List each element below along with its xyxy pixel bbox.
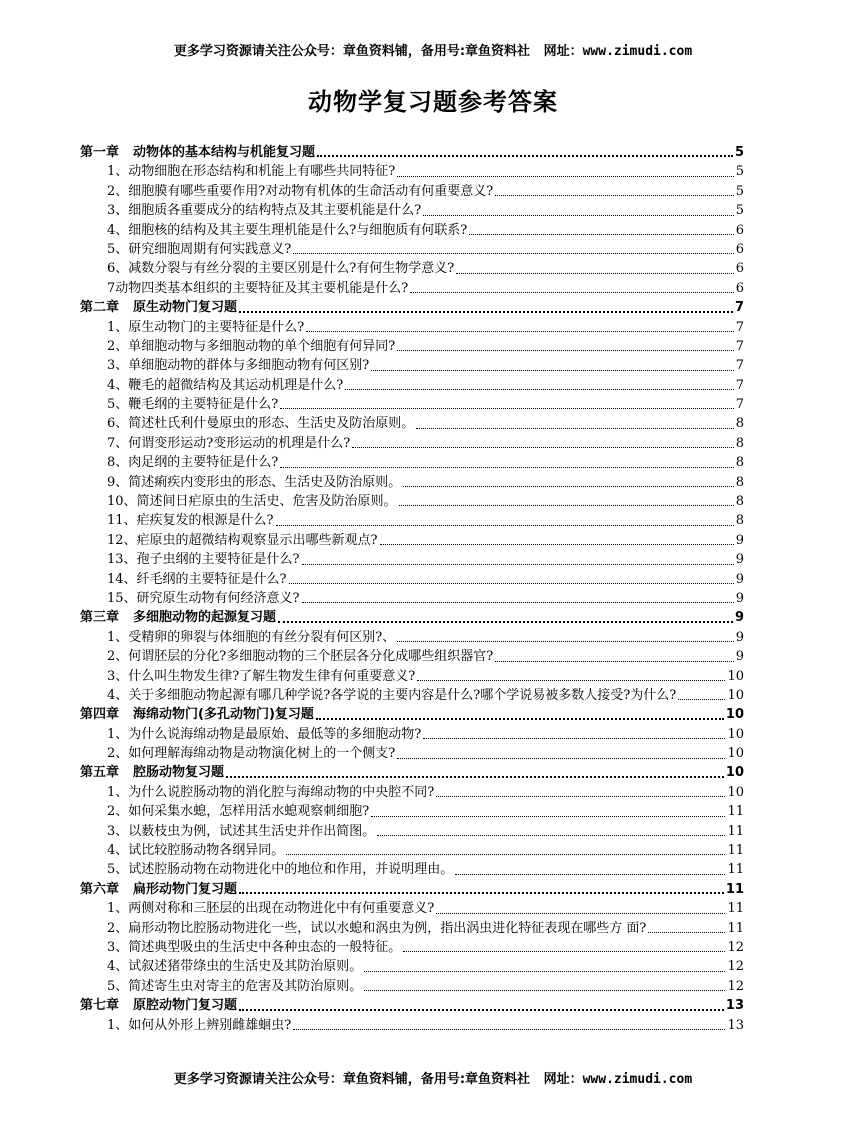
toc-page-number: 10 bbox=[727, 784, 744, 800]
toc-item-row[interactable] bbox=[80, 667, 744, 686]
toc-entry-title: 研究原生动物有何经济意义? bbox=[136, 590, 300, 606]
toc-item-row[interactable] bbox=[80, 376, 744, 395]
toc-item-row[interactable] bbox=[80, 473, 744, 492]
toc-page-number: 6 bbox=[735, 241, 744, 257]
toc-entry-title: 细胞膜有哪些重要作用?对动物有机体的生命活动有何重要意义? bbox=[128, 183, 494, 199]
toc-page-number: 11 bbox=[727, 804, 744, 820]
toc-entry-title: 鞭毛纲的主要特征是什么? bbox=[128, 397, 279, 413]
toc-entry-title: 简述杜氏利什曼原虫的形态、生活史及防治原则。 bbox=[128, 416, 415, 432]
toc-entry-title: 简述间日疟原虫的生活史、危害及防治原则。 bbox=[136, 494, 397, 510]
toc-item-row[interactable] bbox=[80, 899, 744, 918]
toc-entry-number: 2、 bbox=[107, 746, 129, 762]
toc-page-number: 5 bbox=[735, 203, 744, 219]
toc-entry-number: 12、 bbox=[107, 532, 137, 548]
toc-entry-number: 3、 bbox=[107, 203, 129, 219]
toc-entry-title: 减数分裂与有丝分裂的主要区别是什么?有何生物学意义? bbox=[128, 261, 455, 277]
dot-leader bbox=[345, 389, 733, 390]
toc-entry-title: 研究细胞周期有何实践意义? bbox=[128, 241, 292, 257]
dot-leader bbox=[306, 331, 733, 332]
dot-leader bbox=[456, 273, 733, 274]
header-banner bbox=[0, 40, 866, 59]
dot-leader bbox=[316, 718, 724, 720]
dot-leader bbox=[364, 971, 725, 972]
toc-item-row[interactable] bbox=[80, 356, 744, 375]
banner-text: 更多学习资源请关注公众号：章鱼资料铺，备用号:章鱼资料社 网址： bbox=[173, 44, 583, 59]
toc-page-number: 8 bbox=[735, 435, 744, 451]
toc-item-row[interactable] bbox=[80, 531, 744, 550]
toc-page-number: 8 bbox=[735, 416, 744, 432]
toc-entry-title: 动物细胞在形态结构和机能上有哪些共同特征? bbox=[128, 164, 396, 180]
toc-chapter-row[interactable] bbox=[80, 996, 744, 1015]
toc-entry-number: 5、 bbox=[107, 397, 129, 413]
banner-text: 更多学习资源请关注公众号：章鱼资料铺，备用号:章鱼资料社 网址： bbox=[173, 1072, 583, 1087]
toc-entry-title: 原生动物门复习题 bbox=[133, 300, 238, 316]
toc-entry-title: 两侧对称和三胚层的出现在动物进化中有何重要意义? bbox=[128, 901, 435, 917]
toc-page-number: 7 bbox=[735, 358, 744, 374]
toc-entry-number: 5、 bbox=[107, 862, 129, 878]
dot-leader bbox=[239, 311, 733, 313]
toc-entry-number: 8、 bbox=[107, 455, 129, 471]
toc-page-number: 6 bbox=[735, 222, 744, 238]
dot-leader bbox=[364, 990, 725, 991]
toc-page-number: 11 bbox=[727, 823, 744, 839]
dot-leader bbox=[417, 680, 725, 681]
toc-item-row[interactable] bbox=[80, 744, 744, 763]
dot-leader bbox=[380, 544, 734, 545]
toc-entry-title: 海绵动物门(多孔动物门)复习题 bbox=[133, 707, 314, 723]
dot-leader bbox=[352, 447, 733, 448]
toc-entry-number: 1、 bbox=[107, 726, 129, 742]
toc-item-row[interactable] bbox=[80, 550, 744, 569]
toc-entry-number: 1、 bbox=[107, 164, 129, 180]
toc-entry-number: 第一章 bbox=[80, 144, 120, 160]
toc-page-number: 12 bbox=[727, 978, 744, 994]
toc-page-number: 9 bbox=[735, 649, 744, 665]
toc-page-number: 7 bbox=[735, 377, 744, 393]
toc-page-number: 7 bbox=[735, 338, 744, 354]
toc-item-row[interactable] bbox=[80, 414, 744, 433]
dot-leader bbox=[403, 951, 725, 952]
toc-entry-number: 4、 bbox=[107, 377, 129, 393]
dot-leader bbox=[278, 621, 733, 623]
toc-entry-number: 6、 bbox=[107, 261, 129, 277]
toc-page-number: 8 bbox=[735, 455, 744, 471]
toc-entry-title: 孢子虫纲的主要特征是什么? bbox=[136, 552, 300, 568]
toc-item-row[interactable] bbox=[80, 492, 744, 511]
toc-page-number: 11 bbox=[727, 920, 744, 936]
dot-leader bbox=[371, 370, 733, 371]
toc-entry-number: 1、 bbox=[107, 784, 129, 800]
dot-leader bbox=[423, 215, 733, 216]
toc-entry-title: 纤毛纲的主要特征是什么? bbox=[136, 571, 287, 587]
toc-entry-number: 2、 bbox=[107, 920, 129, 936]
toc-chapter-row[interactable] bbox=[80, 705, 744, 724]
toc-entry-number: 7、 bbox=[107, 435, 129, 451]
toc-entry-title: 何谓胚层的分化?多细胞动物的三个胚层各分化成哪些组织器官? bbox=[128, 649, 494, 665]
toc-entry-title: 关于多细胞动物起源有哪几种学说?各学说的主要内容是什么?哪个学说易被多数人接受?为什么? bbox=[128, 687, 677, 703]
toc-entry-number: 3、 bbox=[107, 940, 129, 955]
toc-entry-number: 13、 bbox=[107, 552, 137, 568]
dot-leader bbox=[226, 776, 724, 778]
toc-item-row[interactable] bbox=[80, 977, 744, 996]
toc-page-number: 7 bbox=[735, 397, 744, 413]
dot-leader bbox=[239, 1009, 724, 1011]
toc-entry-title: 试比较腔肠动物各纲异同。 bbox=[128, 843, 285, 859]
toc-entry-title: 动物体的基本结构与机能复习题 bbox=[133, 144, 316, 160]
dot-leader bbox=[678, 699, 725, 700]
toc-entry-number: 第四章 bbox=[80, 707, 120, 723]
dot-leader bbox=[469, 234, 733, 235]
toc-entry-number: 3、 bbox=[107, 668, 129, 684]
toc-page-number: 11 bbox=[725, 881, 744, 897]
toc-page-number: 8 bbox=[735, 513, 744, 529]
toc-entry-title: 动物四类基本组织的主要特征及其主要机能是什么? bbox=[115, 280, 409, 296]
toc-item-row[interactable] bbox=[80, 434, 744, 453]
dot-leader bbox=[410, 292, 733, 293]
toc-entry-title: 简述痢疾内变形虫的形态、生活史及防治原则。 bbox=[128, 474, 402, 490]
toc-chapter-row[interactable] bbox=[80, 143, 744, 162]
dot-leader bbox=[280, 467, 733, 468]
dot-leader bbox=[436, 796, 725, 797]
toc-entry-title: 简述寄生虫对寄主的危害及其防治原则。 bbox=[128, 978, 363, 994]
dot-leader bbox=[399, 505, 734, 506]
dot-leader bbox=[293, 1029, 725, 1030]
toc-entry-title: 原生动物门的主要特征是什么? bbox=[128, 319, 305, 335]
toc-page-number: 6 bbox=[735, 280, 744, 296]
dot-leader bbox=[495, 661, 733, 662]
dot-leader bbox=[377, 835, 725, 836]
toc-item-row[interactable] bbox=[80, 221, 744, 240]
toc-item-row[interactable] bbox=[80, 570, 744, 589]
toc-item-row[interactable] bbox=[80, 395, 744, 414]
dot-leader bbox=[397, 350, 733, 351]
dot-leader bbox=[302, 602, 734, 603]
toc-page-number: 9 bbox=[735, 552, 744, 568]
toc-entry-title: 为什么说海绵动物是最原始、最低等的多细胞动物? bbox=[128, 726, 422, 742]
toc-entry-number: 第六章 bbox=[80, 881, 120, 897]
toc-entry-number: 11、 bbox=[107, 513, 137, 529]
toc-entry-number: 第二章 bbox=[80, 300, 120, 316]
toc-entry-title: 如何理解海绵动物是动物演化树上的一个侧支? bbox=[128, 746, 396, 762]
toc-entry-title: 疟原虫的超微结构观察显示出哪些新观点? bbox=[136, 532, 378, 548]
toc-item-row[interactable] bbox=[80, 279, 744, 298]
toc-entry-title: 试述腔肠动物在动物进化中的地位和作用，并说明理由。 bbox=[128, 862, 454, 878]
dot-leader bbox=[302, 564, 734, 565]
toc-entry-title: 为什么说腔肠动物的消化腔与海绵动物的中央腔不同? bbox=[128, 784, 435, 800]
toc-page-number: 9 bbox=[735, 571, 744, 587]
toc-item-row[interactable] bbox=[80, 647, 744, 666]
toc-entry-number: 4、 bbox=[107, 687, 129, 703]
toc-entry-number: 9、 bbox=[107, 474, 129, 490]
toc-item-row[interactable] bbox=[80, 783, 744, 802]
toc-entry-title: 腔肠动物复习题 bbox=[133, 765, 225, 781]
dot-leader bbox=[289, 583, 734, 584]
toc-entry-title: 单细胞动物与多细胞动物的单个细胞有何异同? bbox=[128, 338, 396, 354]
toc-page-number: 11 bbox=[727, 901, 744, 917]
toc-entry-number: 第三章 bbox=[80, 610, 120, 626]
toc-entry-number: 3、 bbox=[107, 823, 129, 839]
toc-entry-title: 如何采集水螅，怎样用活水螅观察刺细胞? bbox=[128, 804, 370, 820]
toc-entry-title: 细胞质各重要成分的结构特点及其主要机能是什么? bbox=[128, 203, 422, 219]
toc-entry-number: 1、 bbox=[107, 629, 129, 645]
dot-leader bbox=[403, 486, 733, 487]
page-title: 动物学复习题参考答案 bbox=[308, 88, 558, 116]
toc-page-number: 10 bbox=[725, 765, 744, 781]
toc-page-number: 11 bbox=[727, 843, 744, 859]
dot-leader bbox=[293, 253, 733, 254]
dot-leader bbox=[371, 816, 725, 817]
toc-entry-title: 细胞核的结构及其主要生理机能是什么?与细胞质有何联系? bbox=[128, 222, 468, 238]
toc-chapter-row[interactable] bbox=[80, 764, 744, 783]
toc-item-row[interactable] bbox=[80, 182, 744, 201]
toc-item-row[interactable] bbox=[80, 938, 744, 957]
toc-page-number: 10 bbox=[727, 668, 744, 684]
toc-page-number: 10 bbox=[727, 726, 744, 742]
dot-leader bbox=[495, 195, 733, 196]
dot-leader bbox=[280, 408, 733, 409]
toc-entry-title: 扁形动物门复习题 bbox=[133, 881, 238, 897]
toc-item-row[interactable] bbox=[80, 318, 744, 337]
toc-item-row[interactable] bbox=[80, 686, 744, 705]
toc-page-number: 9 bbox=[734, 610, 744, 626]
dot-leader bbox=[286, 854, 725, 855]
toc-entry-title: 受精卵的卵裂与体细胞的有丝分裂有何区别?、 bbox=[128, 629, 396, 645]
toc-entry-number: 1、 bbox=[107, 1017, 129, 1033]
toc-entry-title: 什么叫生物发生律?了解生物发生律有何重要意义? bbox=[128, 668, 416, 684]
toc-entry-number: 4、 bbox=[107, 843, 129, 859]
toc-page-number: 7 bbox=[734, 300, 744, 316]
toc-entry-number: 5、 bbox=[107, 978, 129, 994]
dot-leader bbox=[455, 874, 725, 875]
toc-item-row[interactable] bbox=[80, 841, 744, 860]
toc-entry-title: 肉足纲的主要特征是什么? bbox=[128, 455, 279, 471]
toc-entry-title: 以薮枝虫为例，试述其生活史并作出简图。 bbox=[128, 823, 376, 839]
footer-banner bbox=[0, 1068, 866, 1087]
toc-entry-title: 扁形动物比腔肠动物进化一些，试以水螅和涡虫为例，指出涡虫进化特征表现在哪些方 面? bbox=[128, 920, 647, 936]
toc-item-row[interactable] bbox=[80, 919, 744, 938]
toc-entry-number: 6、 bbox=[107, 416, 129, 432]
toc-page-number: 11 bbox=[727, 862, 744, 878]
toc-chapter-row[interactable] bbox=[80, 608, 744, 627]
dot-leader bbox=[276, 525, 734, 526]
toc-item-row[interactable] bbox=[80, 957, 744, 976]
toc-entry-number: 15、 bbox=[107, 590, 137, 606]
toc-page-number: 12 bbox=[727, 959, 744, 975]
toc-page-number: 12 bbox=[727, 940, 744, 955]
toc-entry-title: 单细胞动物的群体与多细胞动物有何区别? bbox=[128, 358, 370, 374]
dot-leader bbox=[239, 892, 724, 894]
dot-leader bbox=[423, 738, 725, 739]
toc-entry-number: 10、 bbox=[107, 494, 137, 510]
toc-entry-number: 7 bbox=[107, 280, 116, 296]
toc-page-number: 8 bbox=[735, 494, 744, 510]
toc-page-number: 13 bbox=[727, 1017, 744, 1033]
dot-leader bbox=[397, 758, 725, 759]
toc-page-number: 10 bbox=[727, 687, 744, 703]
toc-entry-title: 鞭毛的超微结构及其运动机理是什么? bbox=[128, 377, 344, 393]
banner-url[interactable]: www.zimudi.com bbox=[582, 44, 693, 59]
dot-leader bbox=[648, 932, 725, 933]
toc-entry-number: 2、 bbox=[107, 338, 129, 354]
toc-page-number: 5 bbox=[734, 144, 744, 160]
toc-entry-number: 1、 bbox=[107, 319, 129, 335]
toc-entry-title: 试叙述猪带绦虫的生活史及其防治原则。 bbox=[128, 959, 363, 975]
toc-entry-title: 原腔动物门复习题 bbox=[133, 998, 238, 1014]
toc-item-row[interactable] bbox=[80, 1016, 744, 1035]
toc-item-row[interactable] bbox=[80, 337, 744, 356]
toc-entry-number: 4、 bbox=[107, 959, 129, 975]
toc-chapter-row[interactable] bbox=[80, 298, 744, 317]
toc-page-number: 10 bbox=[725, 707, 744, 723]
toc-item-row[interactable] bbox=[80, 725, 744, 744]
dot-leader bbox=[317, 155, 733, 157]
toc-page-number: 9 bbox=[735, 532, 744, 548]
toc-page-number: 7 bbox=[735, 319, 744, 335]
toc-page-number: 6 bbox=[735, 261, 744, 277]
toc-entry-title: 疟疾复发的根源是什么? bbox=[136, 513, 274, 529]
toc-entry-number: 2、 bbox=[107, 183, 129, 199]
toc-entry-number: 2、 bbox=[107, 804, 129, 820]
banner-url[interactable]: www.zimudi.com bbox=[582, 1072, 693, 1087]
dot-leader bbox=[436, 913, 725, 914]
toc-item-row[interactable] bbox=[80, 860, 744, 879]
toc-entry-title: 如何从外形上辨别雌雄蛔虫? bbox=[128, 1017, 292, 1033]
toc-page-number: 8 bbox=[735, 474, 744, 490]
toc-entry-title: 何谓变形运动?变形运动的机理是什么? bbox=[128, 435, 351, 451]
toc-item-row[interactable] bbox=[80, 162, 744, 181]
toc-page-number: 9 bbox=[735, 629, 744, 645]
toc-entry-title: 简述典型吸虫的生活史中各种虫态的一般特征。 bbox=[128, 940, 402, 955]
dot-leader bbox=[397, 641, 733, 642]
dot-leader bbox=[416, 428, 733, 429]
toc-item-row[interactable] bbox=[80, 802, 744, 821]
toc-item-row[interactable] bbox=[80, 822, 744, 841]
toc-item-row[interactable] bbox=[80, 628, 744, 647]
toc-entry-number: 14、 bbox=[107, 571, 137, 587]
toc-item-row[interactable] bbox=[80, 259, 744, 278]
toc-item-row[interactable] bbox=[80, 453, 744, 472]
toc-item-row[interactable] bbox=[80, 240, 744, 259]
toc-chapter-row[interactable] bbox=[80, 880, 744, 899]
toc-page-number: 5 bbox=[735, 183, 744, 199]
toc-entry-number: 第七章 bbox=[80, 998, 120, 1014]
table-of-contents bbox=[80, 143, 744, 1035]
toc-page-number: 10 bbox=[727, 746, 744, 762]
toc-page-number: 9 bbox=[735, 590, 744, 606]
toc-page-number: 5 bbox=[735, 164, 744, 180]
toc-item-row[interactable] bbox=[80, 589, 744, 608]
toc-entry-number: 3、 bbox=[107, 358, 129, 374]
dot-leader bbox=[397, 176, 733, 177]
toc-item-row[interactable] bbox=[80, 201, 744, 220]
toc-item-row[interactable] bbox=[80, 511, 744, 530]
toc-entry-title: 多细胞动物的起源复习题 bbox=[133, 610, 277, 626]
toc-entry-number: 4、 bbox=[107, 222, 129, 238]
toc-page-number: 13 bbox=[725, 998, 744, 1014]
toc-entry-number: 1、 bbox=[107, 901, 129, 917]
toc-entry-number: 2、 bbox=[107, 649, 129, 665]
toc-entry-number: 5、 bbox=[107, 241, 129, 257]
toc-entry-number: 第五章 bbox=[80, 765, 120, 781]
